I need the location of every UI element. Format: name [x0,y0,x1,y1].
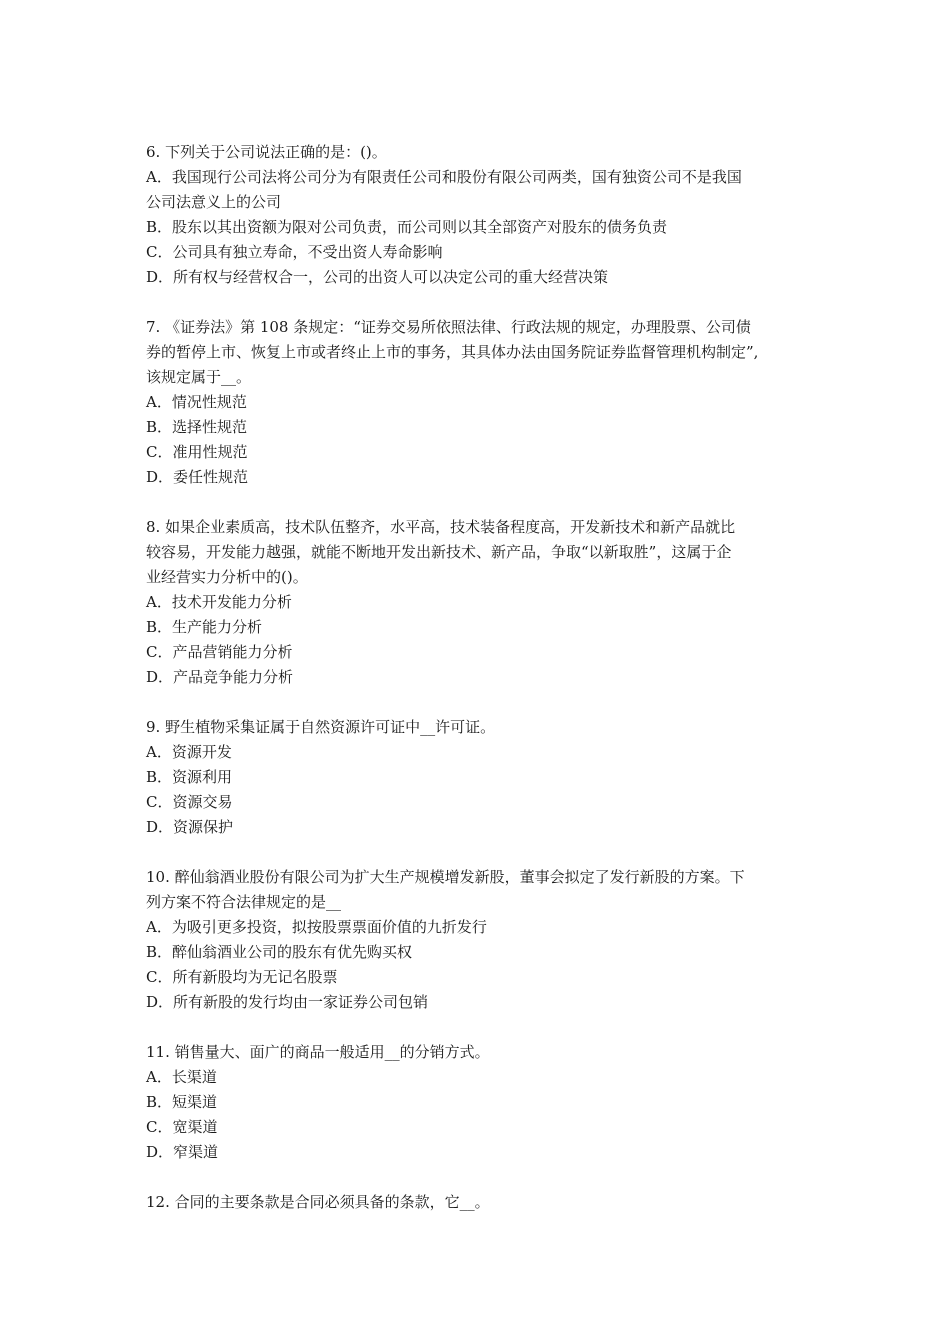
option-d: D．窄渠道 [146,1143,219,1161]
option-a: A．技术开发能力分析 [146,593,292,611]
option-c: C．资源交易 [146,793,233,811]
option-c: C．宽渠道 [146,1118,218,1136]
option-a: A．我国现行公司法将公司分为有限责任公司和股份有限公司两类，国有独资公司不是我国 [146,168,742,186]
option-b: B．股东以其出资额为限对公司负责，而公司则以其全部资产对股东的债务负责 [146,218,668,236]
question-11 [146,1040,810,1165]
question-stem: 9. 野生植物采集证属于自然资源许可证中__许可证。 [146,718,496,736]
option-a: A．资源开发 [146,743,232,761]
question-10 [146,865,810,1015]
question-stem: 6. 下列关于公司说法正确的是：()。 [146,143,387,161]
option-c: C．准用性规范 [146,443,248,461]
question-7 [146,315,810,490]
option-c: C．所有新股均为无记名股票 [146,968,338,986]
option-d: D．所有权与经营权合一，公司的出资人可以决定公司的重大经营决策 [146,268,609,286]
question-12 [146,1190,810,1215]
question-stem: 10. 醉仙翁酒业股份有限公司为扩大生产规模增发新股，董事会拟定了发行新股的方案。下 [146,868,745,886]
question-9 [146,715,810,840]
question-stem: 11. 销售量大、面广的商品一般适用__的分销方式。 [146,1043,490,1061]
option-d: D．产品竞争能力分析 [146,668,294,686]
question-stem: 12. 合同的主要条款是合同必须具备的条款，它__。 [146,1193,490,1211]
option-b: B．醉仙翁酒业公司的股东有优先购买权 [146,943,413,961]
question-stem-line-3: 业经营实力分析中的()。 [146,568,308,586]
option-a-continued: 公司法意义上的公司 [146,193,282,211]
option-d: D．所有新股的发行均由一家证券公司包销 [146,993,429,1011]
question-6 [146,140,810,290]
option-c: C．公司具有独立寿命，不受出资人寿命影响 [146,243,443,261]
question-stem-line-2: 券的暂停上市、恢复上市或者终止上市的事务，其具体办法由国务院证券监督管理机构制定”, [146,343,759,361]
question-8 [146,515,810,690]
option-b: B．资源利用 [146,768,233,786]
question-list [146,140,810,1240]
option-a: A．为吸引更多投资，拟按股票票面价值的九折发行 [146,918,487,936]
question-stem: 7. 《证券法》第 108 条规定：“证券交易所依照法律、行政法规的规定，办理股票、公司债 [146,318,751,336]
option-a: A．情况性规范 [146,393,247,411]
option-a: A．长渠道 [146,1068,217,1086]
option-b: B．选择性规范 [146,418,248,436]
option-b: B．生产能力分析 [146,618,263,636]
question-stem-line-2: 较容易，开发能力越强，就能不断地开发出新技术、新产品，争取“以新取胜”，这属于企 [146,543,732,561]
question-stem-line-3: 该规定属于__。 [146,368,252,386]
question-stem: 8. 如果企业素质高，技术队伍整齐，水平高，技术装备程度高，开发新技术和新产品就比 [146,518,736,536]
question-stem-line-2: 列方案不符合法律规定的是__ [146,893,342,911]
option-b: B．短渠道 [146,1093,218,1111]
option-d: D．委任性规范 [146,468,249,486]
option-d: D．资源保护 [146,818,234,836]
option-c: C．产品营销能力分析 [146,643,293,661]
